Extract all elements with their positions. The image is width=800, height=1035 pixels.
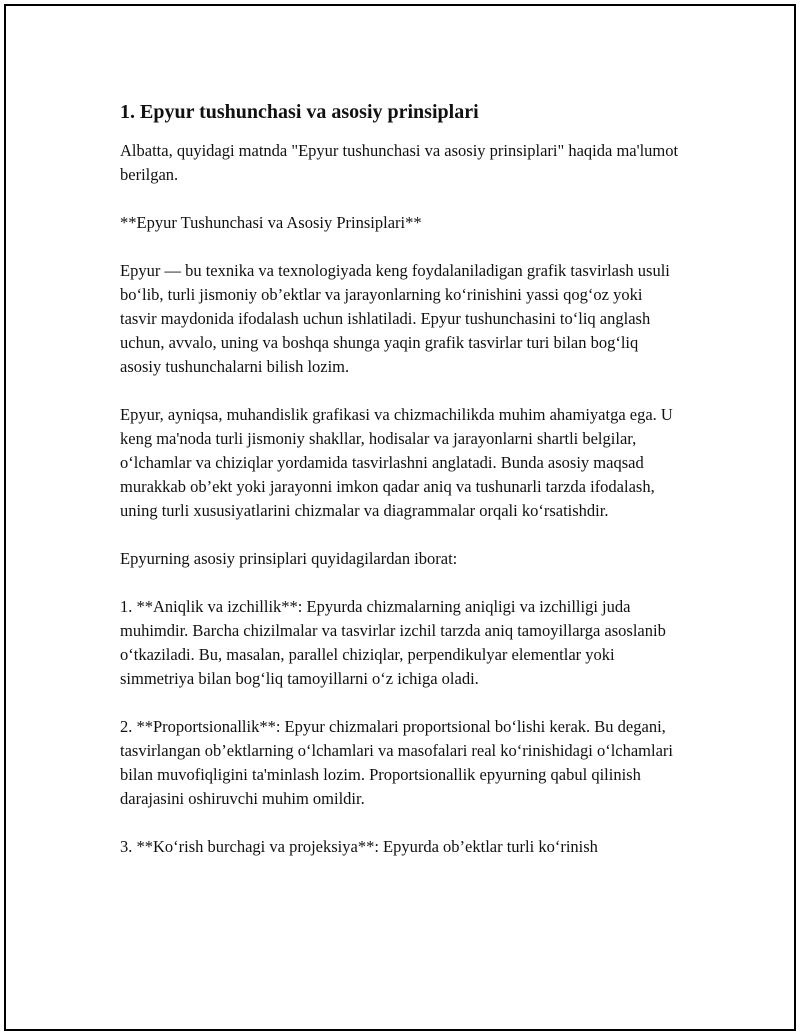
- intro-paragraph: Albatta, quyidagi matnda "Epyur tushunchasi va asosiy prinsiplari" haqida ma'lumot berilgan.: [120, 141, 679, 184]
- document-body: [120, 97, 680, 883]
- importance-paragraph: Epyur, ayniqsa, muhandislik grafikasi va chizmachilikda muhim ahamiyatga ega. U keng ma'noda turli jismoniy shakllar, hodisalar va jarayonlarni shartli belgilar, o‘lchamlar va chiziqlar yordamida tasvirlashni anglatadi. Bunda asosiy maqsad murakkab ob’ekt yoki jarayonni imkon qadar aniq va tushunarli tarzda ifodalash, uning turli xususiyatlarini chizmalar va diagrammalar orqali ko‘rsatishdir.: [120, 405, 673, 520]
- document-title: 1. Epyur tushunchasi va asosiy prinsiplari: [120, 101, 479, 123]
- definition-paragraph: Epyur — bu texnika va texnologiyada keng foydalaniladigan grafik tasvirlash usuli bo‘lib, turli jismoniy ob’ektlar va jarayonlarning ko‘rinishini yassi qog‘oz yoki tasvir maydonida ifodalash uchun ishlatiladi. Epyur tushunchasini to‘liq anglash uchun, avvalo, uning va boshqa shunga yaqin grafik tasvirlar turi bilan bog‘liq asosiy tushunchalarni bilish lozim.: [120, 261, 670, 376]
- principles-intro-paragraph: Epyurning asosiy prinsiplari quyidagilardan iborat:: [120, 549, 458, 568]
- principle-2-paragraph: 2. **Proportsionallik**: Epyur chizmalari proportsional bo‘lishi kerak. Bu degani, tasvirlangan ob’ektlarning o‘lchamlari va masofalari real ko‘rinishidagi o‘lchamlari bilan muvofiqligini ta'minlash lozim. Proportsionallik epyurning qabul qilinish darajasini oshiruvchi muhim omildir.: [120, 717, 673, 808]
- section-heading-paragraph: **Epyur Tushunchasi va Asosiy Prinsiplari**: [120, 213, 422, 232]
- page-frame: [4, 4, 796, 1031]
- principle-1-paragraph: 1. **Aniqlik va izchillik**: Epyurda chizmalarning aniqligi va izchilligi juda muhimdir. Barcha chizilmalar va tasvirlar izchil tarzda aniq tamoyillarga asoslanib o‘tkaziladi. Bu, masalan, parallel chiziqlar, perpendikulyar elementlar yoki simmetriya bilan bog‘liq tamoyillarni o‘z ichiga oladi.: [120, 597, 666, 688]
- principle-3-paragraph: 3. **Ko‘rish burchagi va projeksiya**: Epyurda ob’ektlar turli ko‘rinish: [120, 837, 598, 856]
